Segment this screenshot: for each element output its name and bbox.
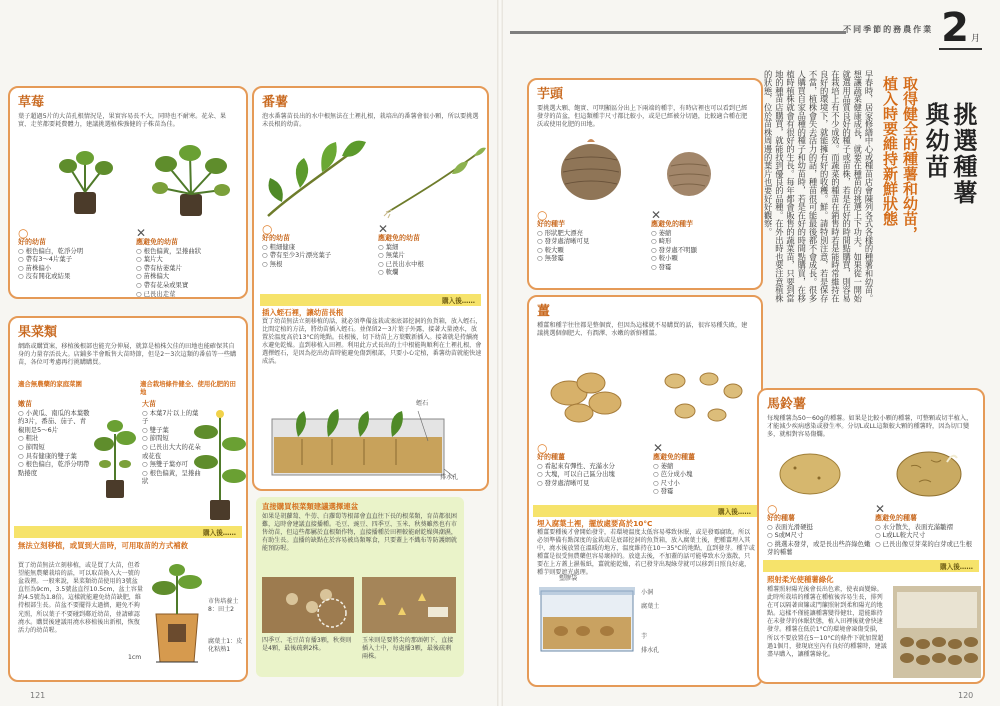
list-item: ○ 較小顆	[651, 254, 678, 263]
header-rule	[510, 31, 846, 34]
list-item: ○ 已長出像豆芽菜的白芽或已生根	[875, 539, 973, 548]
label-seed-tuber: 芋	[641, 633, 648, 640]
ginger-buy-bar: 購入後……	[533, 505, 757, 517]
fruit-after-heading: 無法立刻移植，或買到大苗時，可用取苗的方式補救	[18, 541, 188, 550]
ginger-panel	[527, 295, 763, 687]
list-item: ○ 發芽處清晰可見	[537, 478, 590, 487]
list-item: ○ 挑選未發芽，或是長出些許綠色嫩芽的種薯	[767, 539, 871, 557]
taro-good-image	[553, 136, 629, 204]
list-item: ○ 無根	[262, 259, 283, 268]
ginger-storage-box-image	[537, 579, 637, 657]
sweetpotato-bad-cutting-image	[378, 138, 486, 218]
sweetpotato-title: 番薯	[262, 95, 289, 110]
list-item: ○ 本葉7片以上的葉子	[142, 408, 199, 426]
chapter-header	[843, 5, 982, 51]
vermiculite-box-image	[268, 393, 464, 483]
list-item: ○ 根色偏黃，呈捲曲狀	[136, 246, 202, 255]
potato-good-list	[767, 504, 875, 557]
fruit-buy-bar: 購入後……	[14, 526, 242, 538]
ginger-bad-list	[653, 443, 759, 496]
potato-buy-bar: 購入後……	[763, 560, 979, 572]
lead-subtitle-line1: 取得健全的種薯和幼苗，	[901, 76, 919, 241]
good-list-title: 好的種薯	[767, 514, 795, 522]
ginger-bad-image	[655, 361, 751, 433]
lead-body: 早春時，居家修繕中心或種苗店會陳列各式各樣的種薯和幼苗。想讓蔬菜健康成長，就要在種苗的挑選上下功夫。如果從一開始就選用品質良好的種子或苗株，若是在好的時間點購買，則容易在栽培上有不少成效。而蔬菜的種苗在銷售時若是能時常維持在良好的環境下，就能擁有好的收穫。鮮。請特別注意，若是保存不當，植株會失去活力的話，種苗很可能最後都不會成長。很多人購買自家品種的種子和幼苗時，若是在好的時間點購買，在移植時植株就會有很好的生長。每年都會販售的蔬菜苗，只要到當地的種苗店購買，就能找到優良的品種。在外出時也要注意植株的狀態，位於苗株周邊的葉片也要好好觀察。	[763, 70, 874, 303]
list-item: ○ L或LL較大尺寸	[875, 531, 926, 540]
taro-good-list	[537, 210, 647, 263]
list-item: ○ 發霉	[653, 487, 674, 496]
good-mark-icon: ○	[537, 208, 548, 222]
month-suffix: 月	[970, 34, 980, 44]
list-item: ○ 具有健康的雙子葉	[18, 451, 77, 460]
list-item: ○ 看起來有彈性、充滿水分	[537, 461, 615, 470]
ginger-after-heading: 埋入腐葉土裡，擺放處要高於10°C	[537, 519, 653, 528]
list-item: ○ 無葉片	[378, 251, 405, 260]
list-item: ○ 帶有枯萎葉片	[136, 263, 182, 272]
bad-mark-icon: ✕	[378, 222, 389, 236]
good-mark-icon: ○	[767, 502, 778, 516]
potato-after-body: 種薯照射陽光後會長出色素，使表面變綠。此時所栽培的種薯在種植後容易生長，排列在可以隔著窗簾或門簾照射到柔和陽光的地點。這樣不僅能讓種薯變得健壯，還能維持在未發芽的休眠狀態，植入田裡後就會快速發芽。種薯在低於1°C的環境會凍傷受損，所以不要放置在5～10°C的條件下就加置超過1個月，發現底室內有良好的種薯時，建議盡早購入，讓種薯綠化。	[767, 586, 887, 658]
list-item: ○ 帶有花朵或果實	[136, 280, 189, 289]
fruit-col2-heading: 適合栽培條件健全、使用化肥的田地	[140, 380, 236, 396]
list-item: ○ 節間短	[142, 434, 169, 443]
ginger-description: 種薑和種芋往往都是整個賣，但因為這樣就不易購買的話，很容易種失敗，建議挑選個個肥大、有潤澤、水嫩的新鮮種薑。	[537, 322, 748, 338]
good-list-title: 好的種芋	[537, 220, 565, 228]
potato-after-heading: 照射柔光使種薯綠化	[767, 575, 834, 584]
bad-list-title: 應避免的幼苗	[378, 234, 420, 242]
sweetpotato-buy-bar: 購入後……	[260, 294, 481, 306]
direct-sowing-title: 直接購買根菜類建議選擇連盆	[262, 502, 359, 511]
right-page-number: 120	[958, 691, 974, 700]
bad-list-title: 應避免的種薯	[875, 514, 917, 522]
good-list-title: 好的種薑	[537, 453, 565, 461]
big-seedling-image	[192, 406, 246, 522]
sweetpotato-panel	[252, 86, 489, 491]
fruit-title: 果菜類	[18, 325, 58, 340]
good-list-title: 好的幼苗	[18, 238, 46, 246]
bean-sowing-photo	[262, 577, 354, 633]
list-item: ○ 粗細健康	[262, 242, 296, 251]
direct-sowing-body: 如果是胡蘿蔔、牛蒡、白蘿蔔等根部會直直往下長的根菜類，育苗都很困難，這時會建議直接播種。毛豆、豌豆、四季豆、玉米、秋葵雖然也有市售幼苗，但這些都屬於直根類作物，直接播種於田裡較能耐乾燥與潮濕，有助生長。直播的缺點在於容易被鳥類啄食，只要蓋上不織布等防護網就能預防喔。	[262, 513, 457, 553]
label-soil-mix1: 市售培養土8：田土2	[208, 598, 239, 614]
direct-sowing-note	[256, 497, 464, 677]
lead-title-line1: 挑選種薯	[949, 102, 977, 206]
list-item: ○ 帶有3～4片葉子	[18, 255, 73, 264]
fruit-panel	[8, 316, 248, 682]
list-item: ○ 萎縮	[653, 461, 674, 470]
month-badge	[939, 5, 982, 51]
fruit-description: 網路或購買案，移植後根部也能充分伸展，就算是植株欠佳的田地也能確保其自身的力量存活長大。店鋪多半會販售大苗時節，但是2～3次這類的番茄等一些購苗，各位可考慮再行挑購購買。	[18, 343, 237, 367]
bean-sowing-caption: 四季豆、毛豆苗育播3顆，秋葵則是4顆，最後疏剩2株。	[262, 637, 352, 653]
corn-sowing-photo	[362, 577, 456, 633]
good-mark-icon: ○	[537, 441, 548, 455]
good-list-title: 好的幼苗	[262, 234, 290, 242]
taro-bad-list	[651, 210, 761, 272]
bad-mark-icon: ✕	[651, 208, 662, 222]
repotted-seedling-image	[148, 558, 206, 668]
fruit-col1-title: 嫩苗	[18, 400, 32, 408]
list-item: ○ 發芽處清晰可見	[537, 237, 590, 246]
taro-description: 要挑選大顆、飽實、可明顯區分出上下兩端的種芋，有時店裡也可以看到已經發芽的苗盆，但這類種芋尺寸都比較小，或是已經被分切過，比較適合種在肥沃或使用化肥的田地。	[537, 105, 748, 129]
sweetpotato-after-heading: 插入蛭石裡，讓幼苗長根	[262, 308, 344, 317]
list-item: ○ 無發霉	[537, 254, 564, 263]
potato-bad-list	[875, 504, 983, 548]
sweetpotato-after-body: 買了幼苗無法立刻移植的話，就必須準備盆栽或塞底部挖洞的魚貨箱，放入蛭石，比間定植的方法，將幼苗插入蛭石。並保留2～3片葉子外露，接著大量澆水，放置於溫度高於13°C的地點。長根後，切下幼苗上方葉數新插入。接著就是持續澆水避免乾燥。直到移植入田裡。利用此方式長出的土中根能夠順利在土裡扎根，會選擇蛭石，是因為挖出幼苗時能避免傷到根部，只要小心定植，番薯幼苗就能快速成活。	[262, 318, 482, 366]
list-item: ○ 根色偏白，乾淨分明	[18, 246, 84, 255]
list-item: ○ 發芽處不明顯	[651, 245, 697, 254]
list-item: ○ 軟爛	[378, 268, 399, 277]
good-mark-icon: ○	[262, 222, 273, 236]
list-item: ○ 粗壯	[18, 434, 39, 443]
list-item: ○ 畸形	[651, 237, 672, 246]
label-drain-hole: 排水孔	[641, 647, 660, 654]
list-item: ○ 無雙子葉亦可	[142, 460, 188, 469]
ginger-good-list	[537, 443, 649, 487]
list-item: ○ 帶有至少3片漂亮葉子	[262, 251, 332, 260]
bad-list-title: 應避免的幼苗	[136, 238, 178, 246]
list-item: ○ 尺寸小	[653, 478, 680, 487]
ginger-after-body-intro: 種薑要種後才會開始發芽，若環境溫度太低容易導致休眠，或是發霉腐敗。所以必須準備有點深度的盆栽或是底部挖洞的魚貨箱，放入腐葉土後，把種薑埋入其中，澆水後放置在溫暖的地方，溫度維持在10～35°C的地點，直到發芽。種芋或種薑是很受無農藥但容易壞掉的。放進去後，不加蓋的話可能導致水分蒸散，只要在上方蓋上濕報紙，薑就能乾燥，若已發芽出現綠芽就可以移到日照良好處，種芋則要遮光處理。	[537, 529, 755, 577]
potato-panel	[757, 388, 985, 684]
strawberry-bad-list	[136, 228, 246, 298]
good-mark-icon: ○	[18, 226, 29, 240]
list-item: ○ 小黃瓜、南瓜的本葉數約3片，番茄、茄子、青椒則是5～6片	[18, 408, 90, 434]
month-number: 2	[941, 5, 969, 51]
bad-list-title: 應避免的種薑	[653, 453, 695, 461]
label-leaf-mold: 腐葉土	[641, 603, 660, 610]
bad-mark-icon: ✕	[653, 441, 664, 455]
sweetpotato-good-cutting-image	[260, 136, 370, 220]
lead-subtitle-line2: 植入時要維持新鮮狀態	[881, 76, 899, 226]
list-item: ○ 葉細	[378, 242, 399, 251]
ginger-title: 薑	[537, 304, 551, 319]
fruit-seedling-list	[18, 400, 90, 477]
list-item: ○ 發霉	[651, 262, 672, 271]
ginger-good-image	[539, 353, 639, 437]
strawberry-panel	[8, 86, 248, 299]
list-item: ○ 水分散失，表面充滿皺褶	[875, 522, 953, 531]
potato-description: 每塊種薯為50～60g的種薯。如果是比較小顆的種薯，可整顆或切半植入，才能減少疾病感染或發生率。分切L或LL這類較大顆的種薯時，因為切口變多，就相對容易傷爛。	[767, 415, 973, 439]
label-vermiculite: 蛭石	[416, 400, 429, 407]
list-item: ○ 葉片大	[136, 255, 163, 264]
sweetpotato-good-list	[262, 224, 372, 268]
strawberry-description: 葉子超過5片的大苗孔根情況是，果實容易長不大，同時也不耐寒。花朵、果實、走莖都要耗費體力，建議挑選植株強健的子株苗為佳。	[18, 113, 227, 129]
taro-bad-image	[659, 144, 719, 200]
strawberry-title: 草莓	[18, 95, 45, 110]
potato-title: 馬鈴薯	[767, 397, 807, 412]
strawberry-good-seedling-image	[50, 148, 120, 223]
bad-mark-icon: ✕	[875, 502, 886, 516]
taro-panel	[527, 78, 763, 290]
list-item: ○ 已長出水中根	[378, 259, 424, 268]
young-seedling-image	[90, 414, 140, 504]
list-item: ○ 根色偏白，乾淨分明帶點捲度	[18, 460, 90, 477]
bad-mark-icon: ✕	[136, 226, 147, 240]
list-item: ○ 形狀肥大漂亮	[537, 228, 583, 237]
corn-sowing-caption: 玉米則是要將尖的那頭朝下，直接插入土中，每處播3顆，最後疏剩兩株。	[362, 637, 454, 661]
list-item: ○ 已長出走莖	[136, 289, 176, 298]
list-item: ○ 已長出大大的花朵或花苞	[142, 442, 201, 460]
strawberry-good-list	[18, 228, 128, 281]
book-spine	[497, 0, 503, 706]
lead-title-line2: 與幼苗	[921, 102, 949, 180]
sweetpotato-description: 泡水番薯苗長出的水中根無法在土裡扎根，栽培出的番薯會很小顆，所以要挑選未長根的幼苗。	[262, 113, 479, 129]
sweetpotato-bad-list	[378, 224, 488, 277]
label-small-hole: 小洞	[641, 589, 654, 596]
fruit-col2-title: 大苗	[142, 400, 156, 408]
list-item: ○ 苗株偏大	[136, 272, 170, 281]
potato-bad-image	[891, 444, 967, 500]
left-page-number: 121	[30, 691, 46, 700]
list-item: ○ 表面光滑硬挺	[767, 522, 813, 531]
list-item: ○ 雙子葉	[142, 425, 169, 434]
list-item: ○ 苗株偏小	[18, 263, 52, 272]
label-soil-mix2: 腐葉土1：皮化粘熟1	[208, 638, 243, 654]
taro-title: 芋頭	[537, 87, 564, 102]
strawberry-bad-seedling-image	[150, 144, 230, 224]
list-item: ○ 節間短	[18, 442, 45, 451]
list-item: ○ 較大顆	[537, 245, 564, 254]
label-drain-hole: 排水孔	[440, 474, 459, 481]
list-item: ○ 沒有開花或結果	[18, 272, 71, 281]
bad-list-title: 應避免的種芋	[651, 220, 693, 228]
potato-greening-photo	[893, 586, 981, 678]
list-item: ○ 萎縮	[651, 228, 672, 237]
list-item: ○ 根色偏黃，呈捲曲狀	[142, 468, 201, 486]
potato-good-image	[775, 450, 845, 498]
label-scale-cm: 1cm	[128, 654, 142, 661]
list-item: ○ 芭分成小塊	[653, 470, 693, 479]
list-item: ○ S或M尺寸	[767, 531, 804, 540]
fruit-col1-heading: 適合無農藥的家庭菜園	[18, 380, 82, 388]
fruit-after-body: 買了幼苗無法立刻移植，或是買了大苗，但希望能無農藥栽培的話，可以取苗換入大一號的盆栽裡。一般來說，果菜類幼苗使用的3號盆直徑為9cm，3.5號盆直徑10.5cm，盆土容量約4.5號為1.8倍。這樣就能避免幼苗缺肥，維持根部生長。苗盆不要擺得太過擠，避免不夠光照，所以葉子不要碰到鄰近幼苗，並請確認澆水。購買後建議用澆水移植後出新根，恢復活力的幼苗喔。	[18, 562, 143, 634]
label-plastic-bag: 塑膠袋	[559, 575, 578, 582]
chapter-label: 不同季節的務農作業	[843, 24, 934, 34]
list-item: ○ 大塊，可以自己區分出塊	[537, 470, 615, 479]
